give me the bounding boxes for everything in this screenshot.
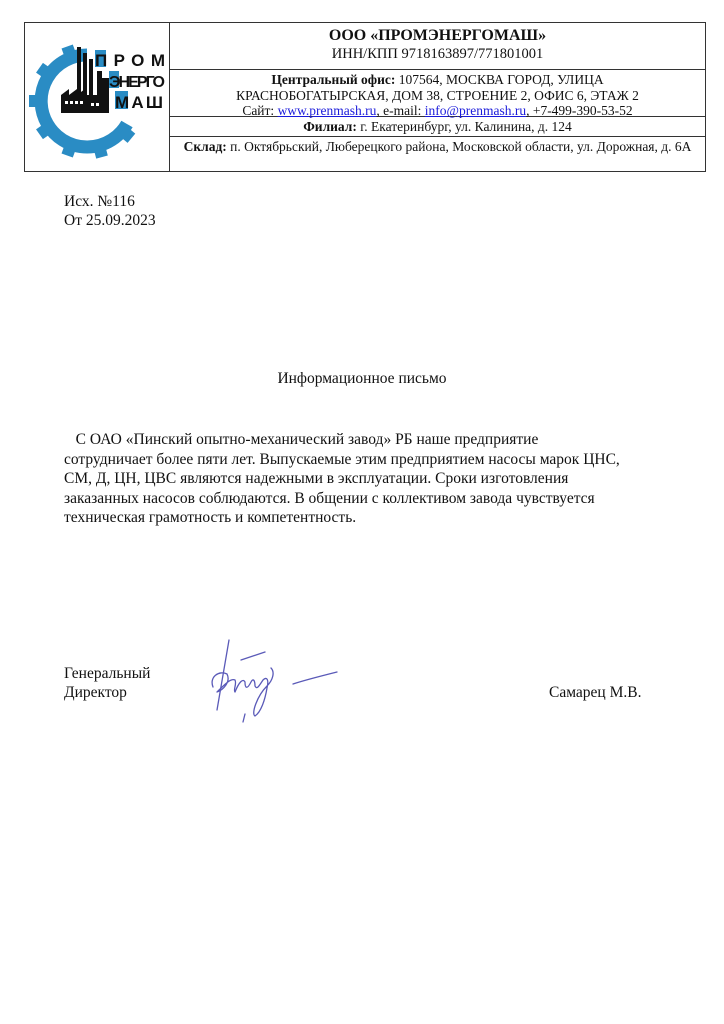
body-line: техническая грамотность и компетентность. (64, 509, 357, 526)
office-label: Центральный офис: (271, 72, 396, 87)
warehouse-row (170, 137, 705, 171)
letter-body (64, 430, 714, 528)
branch-row (170, 117, 705, 137)
company-info (170, 23, 705, 171)
handwritten-signature (205, 632, 375, 727)
company-row (170, 23, 705, 70)
company-logo (25, 23, 169, 170)
outgoing-date: От 25.09.2023 (64, 212, 156, 229)
logo-text-mash: МАШ (115, 93, 163, 112)
office-row (170, 70, 705, 117)
body-line: С ОАО «Пинский опытно-механический завод» РБ наше предприятие (64, 431, 539, 448)
logo-cell (25, 23, 170, 171)
company-inn: ИНН/КПП 9718163897/771801001 (331, 46, 544, 62)
site-label: Сайт: (242, 103, 278, 118)
company-name: ООО «ПРОМЭНЕРГОМАШ» (328, 27, 547, 44)
email-link[interactable]: info@prenmash.ru (424, 103, 527, 118)
logo-text-prom: ПРОМ (95, 51, 165, 70)
signer-position (64, 664, 150, 702)
signer-name: Самарец М.В. (549, 684, 642, 701)
letterhead-table (24, 22, 706, 172)
body-line: заказанных насосов соблюдаются. В общении с коллективом завода чувствуется (64, 489, 595, 507)
outgoing-reference (64, 192, 156, 230)
logo-text-energo: ЭНЕРГО (109, 74, 165, 91)
position-line1: Генеральный (64, 665, 151, 682)
email-label: , e-mail: (376, 103, 425, 118)
branch-label: Филиал: (303, 119, 357, 134)
warehouse-label: Склад: (183, 139, 227, 154)
body-line: СМ, Д, ЦН, ЦВС являются надежными в эксплуатации. Сроки изготовления (64, 470, 569, 487)
outgoing-number: Исх. №116 (64, 193, 135, 210)
warehouse-text: п. Октябрьский, Люберецкого района, Московской области, ул. Дорожная, д. 6А (226, 139, 692, 154)
phone: , +7-499-390-53-52 (526, 103, 633, 118)
branch-text: г. Екатеринбург, ул. Калинина, д. 124 (356, 119, 572, 134)
office-line1: 107564, МОСКВА ГОРОД, УЛИЦА (395, 72, 604, 87)
position-line2: Директор (64, 684, 127, 701)
letter-title: Информационное письмо (277, 370, 447, 387)
site-link[interactable]: www.prenmash.ru (277, 103, 377, 118)
body-line: сотрудничает более пяти лет. Выпускаемые этим предприятием насосы марок ЦНС, (64, 450, 620, 468)
office-line2: КРАСНОБОГАТЫРСКАЯ, ДОМ 38, СТРОЕНИЕ 2, ОФИС 6, ЭТАЖ 2 (236, 87, 639, 103)
